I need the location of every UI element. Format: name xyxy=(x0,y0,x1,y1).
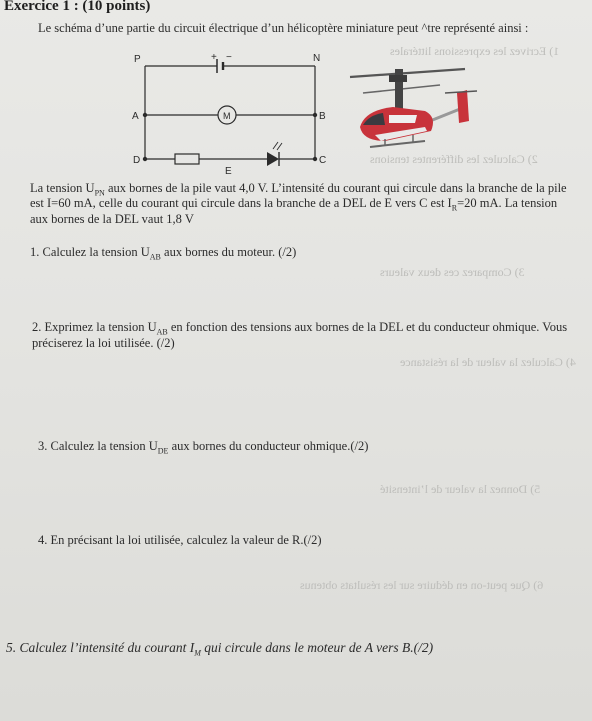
statement-line-1-a: La tension U xyxy=(30,181,95,195)
label-A: A xyxy=(132,111,139,122)
question-3-b: aux bornes du conducteur ohmique.(/2) xyxy=(168,439,369,453)
question-1 xyxy=(30,245,296,262)
led-light-arrow xyxy=(273,142,278,149)
question-1-sub: AB xyxy=(149,252,161,262)
statement-line-2-a: est I=60 mA, celle du courant qui circule dans la branche de a DEL de E vers C est I xyxy=(30,196,452,210)
statement-line-3: aux bornes de la DEL vaut 1,8 V xyxy=(30,212,194,226)
question-2 xyxy=(32,320,567,337)
question-2-line-2: préciserez la loi utilisée. (/2) xyxy=(32,336,175,350)
question-2-b: en fonction des tensions aux bornes de la DEL et du conducteur ohmique. Vous xyxy=(167,320,568,334)
bleed-through-text: 1) Ecrivez les expressions littérales xyxy=(390,44,560,58)
bleed-through-text: 6) Que peut-on en déduire sur les résultats obtenus xyxy=(300,578,544,592)
label-plus: + xyxy=(211,52,217,63)
label-N: N xyxy=(313,53,321,64)
label-B: B xyxy=(319,111,326,122)
label-P: P xyxy=(134,54,141,65)
question-3-a: 3. Calculez la tension U xyxy=(38,439,158,453)
label-C: C xyxy=(319,155,327,166)
question-4: 4. En précisant la loi utilisée, calculez la valeur de R.(/2) xyxy=(38,533,322,547)
led-triangle xyxy=(267,152,279,166)
bleed-through-text: 3) Comparez ces deux valeurs xyxy=(380,265,525,279)
motor-letter: M xyxy=(223,111,231,121)
statement-line-2-sub: R xyxy=(451,203,458,213)
led-light-arrow xyxy=(277,143,282,150)
label-D: D xyxy=(133,155,141,166)
label-E: E xyxy=(225,166,232,177)
statement-line-1-b: aux bornes de la pile vaut 4,0 V. L’intensité du courant qui circule dans la branche de la pile xyxy=(104,181,567,195)
question-5-sub: M xyxy=(194,648,201,658)
question-5-a: 5. Calculez l’intensité du courant I xyxy=(6,640,195,655)
resistor-symbol xyxy=(175,154,199,164)
label-minus: − xyxy=(226,52,232,63)
statement-line-2-b: =20 mA. La tension xyxy=(457,196,558,210)
question-5 xyxy=(6,640,433,658)
statement-line-2 xyxy=(30,196,557,213)
question-3 xyxy=(38,439,368,456)
question-1-b: aux bornes du moteur. (/2) xyxy=(160,245,297,259)
node-B xyxy=(313,113,317,117)
question-5-b: qui circule dans le moteur de A vers B.(/2) xyxy=(200,640,434,655)
bleed-through-text: 4) Calculez la valeur de la résistance xyxy=(400,355,576,369)
bleed-through-text: 2) Calculez les différentes tensions xyxy=(370,152,538,166)
helicopter-image xyxy=(345,55,485,160)
exercise-title: Exercice 1 : (10 points) xyxy=(4,0,151,14)
circuit-diagram xyxy=(120,50,340,180)
intro-text: Le schéma d’une partie du circuit électrique d’un hélicoptère miniature peut ^tre représenté ainsi : xyxy=(38,21,529,35)
question-2-sub: AB xyxy=(156,327,168,337)
node-A xyxy=(143,113,147,117)
statement-line-1-sub: PN xyxy=(94,188,105,198)
bleed-through-text: 5) Donnez la valeur de l’intensité xyxy=(380,482,541,496)
node-C xyxy=(313,157,317,161)
question-2-a: 2. Exprimez la tension U xyxy=(32,320,157,334)
node-D xyxy=(143,157,147,161)
question-3-sub: DE xyxy=(157,446,169,456)
question-1-a: 1. Calculez la tension U xyxy=(30,245,150,259)
